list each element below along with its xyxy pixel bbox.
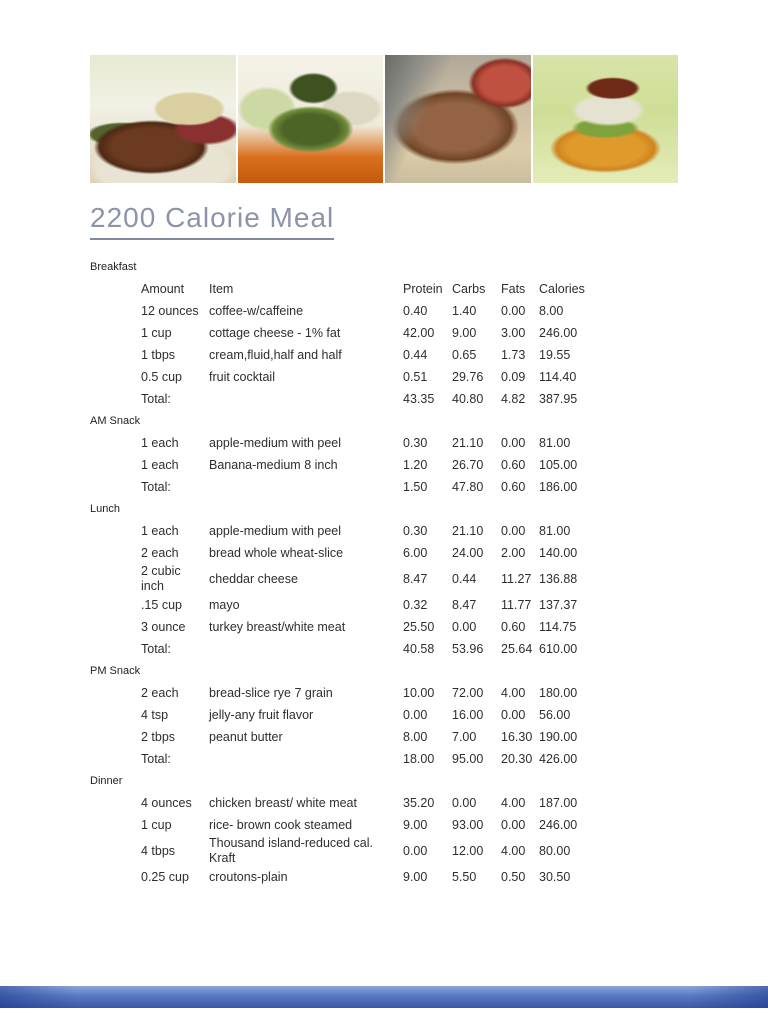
- food-photo-grilled-steak-plate: [90, 55, 236, 183]
- calories-cell: 186.00: [539, 479, 578, 494]
- footer-bar: [0, 986, 768, 1008]
- fats-cell: 20.30: [501, 751, 533, 766]
- carbs-cell: 29.76: [452, 369, 484, 384]
- item-cell: Thousand island-reduced cal. Kraft: [209, 836, 373, 865]
- protein-cell: 0.00: [403, 707, 428, 722]
- item-cell: apple-medium with peel: [209, 523, 342, 538]
- amount-cell: Total:: [141, 751, 171, 766]
- fats-cell: 0.00: [501, 303, 526, 318]
- protein-cell: 0.00: [403, 843, 428, 858]
- calories-cell: 137.37: [539, 597, 578, 612]
- calories-cell: 114.75: [539, 619, 577, 634]
- photo-strip: [90, 55, 678, 183]
- calories-cell: 190.00: [539, 729, 578, 744]
- table-row: [90, 388, 592, 410]
- protein-cell: 1.50: [403, 479, 428, 494]
- calories-cell: 56.00: [539, 707, 571, 722]
- calories-cell: 105.00: [539, 457, 578, 472]
- amount-cell: 1 cup: [141, 325, 172, 340]
- protein-cell: 9.00: [403, 869, 428, 884]
- item-cell: croutons-plain: [209, 869, 288, 884]
- table-row: [90, 300, 592, 322]
- meal-table: [90, 256, 592, 888]
- table-row: [90, 616, 592, 638]
- amount-cell: 4 tsp: [141, 707, 169, 722]
- protein-cell: 0.40: [403, 303, 428, 318]
- fats-cell: 0.00: [501, 707, 526, 722]
- carbs-cell: 12.00: [452, 843, 484, 858]
- amount-cell: 4 tbps: [141, 843, 176, 858]
- carbs-cell: 40.80: [452, 391, 484, 406]
- amount-cell: 1 cup: [141, 817, 172, 832]
- page-title: 2200 Calorie Meal: [90, 202, 334, 240]
- calories-cell: 136.88: [539, 571, 578, 586]
- header-carbs-cell: Carbs: [452, 281, 486, 296]
- fats-cell: 3.00: [501, 325, 526, 340]
- calories-cell: 80.00: [539, 843, 571, 858]
- table-row: [90, 454, 592, 476]
- calories-cell: 81.00: [539, 523, 571, 538]
- protein-cell: 0.30: [403, 435, 428, 450]
- carbs-cell: 93.00: [452, 817, 484, 832]
- amount-cell: 3 ounce: [141, 619, 186, 634]
- item-cell: cottage cheese - 1% fat: [209, 325, 341, 340]
- carbs-cell: 95.00: [452, 751, 484, 766]
- table-row: [90, 836, 592, 866]
- amount-cell: Total:: [141, 641, 171, 656]
- amount-cell: Total:: [141, 391, 171, 406]
- calories-cell: 140.00: [539, 545, 578, 560]
- protein-cell: 0.30: [403, 523, 428, 538]
- amount-cell: Total:: [141, 479, 171, 494]
- item-cell: coffee-w/caffeine: [209, 303, 304, 318]
- table-row: [90, 704, 592, 726]
- section-label: Lunch: [90, 502, 120, 515]
- header-protein-cell: Protein: [403, 281, 443, 296]
- section-label: AM Snack: [90, 414, 141, 427]
- fats-cell: 4.82: [501, 391, 526, 406]
- carbs-cell: 0.65: [452, 347, 477, 362]
- fats-cell: 4.00: [501, 685, 526, 700]
- amount-cell: 2 each: [141, 545, 179, 560]
- calories-cell: 246.00: [539, 817, 578, 832]
- calories-cell: 387.95: [539, 391, 578, 406]
- carbs-cell: 72.00: [452, 685, 484, 700]
- protein-cell: 0.51: [403, 369, 428, 384]
- item-cell: cream,fluid,half and half: [209, 347, 342, 362]
- amount-cell: 2 cubic inch: [141, 564, 181, 593]
- food-photo-greens-spring-roll-plate: [238, 55, 384, 183]
- amount-cell: 2 tbps: [141, 729, 176, 744]
- table-row: [90, 520, 592, 542]
- carbs-cell: 1.40: [452, 303, 477, 318]
- item-cell: apple-medium with peel: [209, 435, 342, 450]
- table-row: [90, 682, 592, 704]
- section-label: PM Snack: [90, 664, 141, 677]
- protein-cell: 18.00: [403, 751, 435, 766]
- fats-cell: 4.00: [501, 843, 526, 858]
- table-row: [90, 594, 592, 616]
- item-cell: jelly-any fruit flavor: [209, 707, 314, 722]
- protein-cell: 35.20: [403, 795, 435, 810]
- carbs-cell: 26.70: [452, 457, 484, 472]
- fats-cell: 0.00: [501, 523, 526, 538]
- item-cell: peanut butter: [209, 729, 283, 744]
- carbs-cell: 47.80: [452, 479, 484, 494]
- amount-cell: 1 tbps: [141, 347, 176, 362]
- fats-cell: 0.00: [501, 817, 526, 832]
- table-row: [90, 322, 592, 344]
- fats-cell: 4.00: [501, 795, 526, 810]
- calories-cell: 8.00: [539, 303, 564, 318]
- section-label: Dinner: [90, 774, 123, 787]
- carbs-cell: 0.44: [452, 571, 477, 586]
- item-cell: rice- brown cook steamed: [209, 817, 353, 832]
- carbs-cell: 5.50: [452, 869, 477, 884]
- carbs-cell: 53.96: [452, 641, 484, 656]
- protein-cell: 1.20: [403, 457, 428, 472]
- protein-cell: 42.00: [403, 325, 435, 340]
- fats-cell: 0.50: [501, 869, 526, 884]
- carbs-cell: 0.00: [452, 795, 477, 810]
- carbs-cell: 24.00: [452, 545, 484, 560]
- fats-cell: 0.60: [501, 457, 526, 472]
- item-cell: bread-slice rye 7 grain: [209, 685, 333, 700]
- table-row: [90, 564, 592, 594]
- amount-cell: 1 each: [141, 523, 179, 538]
- carbs-cell: 16.00: [452, 707, 484, 722]
- carbs-cell: 7.00: [452, 729, 477, 744]
- carbs-cell: 8.47: [452, 597, 477, 612]
- item-cell: fruit cocktail: [209, 369, 275, 384]
- protein-cell: 8.00: [403, 729, 428, 744]
- table-row: [90, 748, 592, 770]
- protein-cell: 25.50: [403, 619, 435, 634]
- protein-cell: 6.00: [403, 545, 428, 560]
- item-cell: cheddar cheese: [209, 571, 298, 586]
- table-row: [90, 726, 592, 748]
- amount-cell: 1 each: [141, 457, 179, 472]
- table-row: [90, 638, 592, 660]
- calories-cell: 187.00: [539, 795, 578, 810]
- calories-cell: 246.00: [539, 325, 578, 340]
- calories-cell: 19.55: [539, 347, 571, 362]
- food-photo-grilled-patty-with-tomato: [385, 55, 531, 183]
- section-label: Breakfast: [90, 260, 137, 273]
- amount-cell: 0.25 cup: [141, 869, 189, 884]
- table-row: [90, 432, 592, 454]
- amount-cell: 1 each: [141, 435, 179, 450]
- protein-cell: 43.35: [403, 391, 435, 406]
- protein-cell: 9.00: [403, 817, 428, 832]
- item-cell: Banana-medium 8 inch: [209, 457, 338, 472]
- carbs-cell: 9.00: [452, 325, 477, 340]
- fats-cell: 2.00: [501, 545, 526, 560]
- calories-cell: 81.00: [539, 435, 571, 450]
- fats-cell: 0.09: [501, 369, 526, 384]
- table-row: [90, 866, 592, 888]
- amount-cell: 12 ounces: [141, 303, 199, 318]
- calories-cell: 114.40: [539, 369, 577, 384]
- fats-cell: 11.77: [501, 597, 532, 612]
- item-cell: chicken breast/ white meat: [209, 795, 357, 810]
- fats-cell: 11.27: [501, 571, 532, 586]
- item-cell: turkey breast/white meat: [209, 619, 346, 634]
- table-row: [90, 814, 592, 836]
- header-amount-cell: Amount: [141, 281, 185, 296]
- item-cell: bread whole wheat-slice: [209, 545, 344, 560]
- protein-cell: 0.32: [403, 597, 428, 612]
- fats-cell: 0.00: [501, 435, 526, 450]
- table-row: [90, 476, 592, 498]
- calories-cell: 610.00: [539, 641, 578, 656]
- amount-cell: .15 cup: [141, 597, 183, 612]
- protein-cell: 40.58: [403, 641, 435, 656]
- table-row: [90, 792, 592, 814]
- calories-cell: 426.00: [539, 751, 578, 766]
- fats-cell: 25.64: [501, 641, 533, 656]
- amount-cell: 2 each: [141, 685, 179, 700]
- protein-cell: 8.47: [403, 571, 428, 586]
- calories-cell: 30.50: [539, 869, 571, 884]
- fats-cell: 1.73: [501, 347, 526, 362]
- item-cell: mayo: [209, 597, 240, 612]
- table-row: [90, 542, 592, 564]
- carbs-cell: 0.00: [452, 619, 477, 634]
- header-calories-cell: Calories: [539, 281, 585, 296]
- fats-cell: 16.30: [501, 729, 533, 744]
- header-row: [90, 278, 592, 300]
- protein-cell: 10.00: [403, 685, 435, 700]
- carbs-cell: 21.10: [452, 435, 484, 450]
- table-row: [90, 366, 592, 388]
- table-row: [90, 344, 592, 366]
- amount-cell: 4 ounces: [141, 795, 192, 810]
- food-photo-tomato-cheese-stack: [533, 55, 679, 183]
- fats-cell: 0.60: [501, 479, 526, 494]
- amount-cell: 0.5 cup: [141, 369, 183, 384]
- carbs-cell: 21.10: [452, 523, 484, 538]
- header-item-cell: Item: [209, 281, 234, 296]
- header-fats-cell: Fats: [501, 281, 526, 296]
- calories-cell: 180.00: [539, 685, 578, 700]
- protein-cell: 0.44: [403, 347, 428, 362]
- fats-cell: 0.60: [501, 619, 526, 634]
